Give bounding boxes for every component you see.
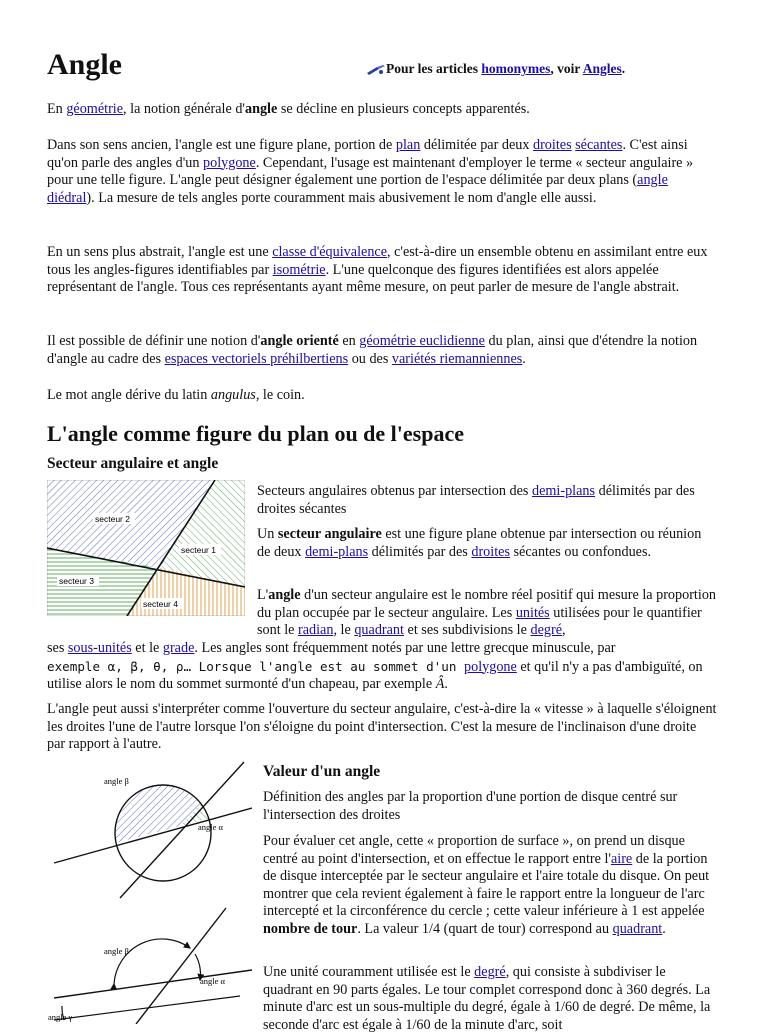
angle-diedral-link[interactable]: angle diédral	[47, 172, 668, 206]
paragraph-evaluation: Pour évaluer cet angle, cette « proportion de surface », on prend un disque centré au point d'intersection, et on effectue le rapport entre l'aire de la portion de disque interceptée par le secteur angulaire et l'aire totale du disque. On peut montrer que cela revient également à faire le rapport entre la longueur de l'arc intercepté et la circonférence du cercle ; cette valeur inférieure à 1 est appelée nombre de tour. La valeur 1/4 (quart de tour) correspond au quadrant.	[263, 833, 710, 937]
secantes-link[interactable]: sécantes	[575, 137, 623, 153]
degre-link-2[interactable]: degré	[474, 964, 506, 980]
grade-link[interactable]: grade	[162, 640, 195, 656]
angle-value-figure	[40, 758, 252, 1024]
paragraph-etymologie: Le mot angle dérive du latin angulus, le coin.	[47, 387, 305, 403]
espaces-prehilbertiens-link[interactable]: espaces vectoriels préhilbertiens	[164, 350, 349, 367]
droites-link-2[interactable]: droites	[471, 543, 510, 560]
aire-link[interactable]: aire	[610, 850, 633, 867]
homonym-notice: Pour les articles homonymes, voir Angles.	[366, 60, 625, 78]
label-secteur-4: secteur 4	[143, 599, 178, 609]
radian-link[interactable]: radian	[297, 622, 334, 639]
polygone-link[interactable]: polygone	[203, 154, 256, 171]
figure-caption-valeur: Définition des angles par la proportion d'une portion de disque centré sur l'intersection des droites	[263, 789, 678, 823]
label-angle-beta-2: angle β	[104, 946, 129, 956]
varietes-riemanniennes-link[interactable]: variétés riemanniennes	[391, 350, 523, 367]
homonymes-link[interactable]: homonymes	[481, 61, 551, 76]
label-angle-alpha-2: angle α	[200, 976, 225, 986]
paragraph-angle-notation: ses sous-unités et le grade. Les angles sont fréquemment notés par une lettre grecque minuscule, par exemple α, β, θ, ρ… Lorsque l'angle est au sommet d'un polygone et qu'il n'y a pas d'ambiguïté, on utilise alors le nom du sommet surmonté d'un chapeau, par exemple Â.	[47, 640, 703, 693]
subsection-heading-valeur: Valeur d'un angle	[263, 763, 381, 780]
sectors-figure	[47, 480, 245, 616]
paragraph-angle-definition: L'angle d'un secteur angulaire est le nombre réel positif qui mesure la proportion du plan occupée par le secteur angulaire. Les unités utilisées pour le quantifier sont le radian, le quadrant et ses subdivisions le degré,	[257, 587, 717, 639]
paragraph-angle-oriente: Il est possible de définir une notion d'angle orienté en géométrie euclidienne du plan, ainsi que d'étendre la notion d'angle au cadre des espaces vectoriels préhilbertiens ou des variétés riemanniennes.	[47, 333, 698, 367]
label-angle-gamma: angle γ	[48, 1012, 73, 1022]
figure-caption-secteurs: Secteurs angulaires obtenus par intersection des demi-plans délimités par des droites sécantes	[257, 483, 695, 517]
polygone-link-2[interactable]: polygone	[464, 658, 517, 675]
label-angle-alpha: angle α	[198, 822, 223, 832]
quadrant-link[interactable]: quadrant	[354, 622, 404, 639]
paragraph-sens-abstrait: En un sens plus abstrait, l'angle est une classe d'équivalence, c'est-à-dire un ensemble obtenu en assimilant entre eux tous les angles-figures identifiables par isométrie. L'une quelconque des figures identifiées est alors appelée représentant de l'angle. Tous ces représentants ayant même mesure, on peut parler de mesure de l'angle abstrait.	[47, 244, 708, 296]
paragraph-ouverture: L'angle peut aussi s'interpréter comme l'ouverture du secteur angulaire, c'est-à-dire la « vitesse » à laquelle s'éloignent les droites l'une de l'autre lorsque l'on s'éloigne du point d'intersection. C'est la mesure de l'inclinaison d'une droite par rapport à l'autre.	[47, 701, 717, 753]
label-secteur-3: secteur 3	[59, 576, 94, 586]
intro-paragraph: En géométrie, la notion générale d'angle se décline en plusieurs concepts apparentés.	[47, 101, 530, 117]
paragraph-secteur-angulaire: Un secteur angulaire est une figure plane obtenue par intersection ou réunion de deux demi-plans délimités par des droites sécantes ou confondues.	[257, 526, 702, 560]
quadrant-link-2[interactable]: quadrant	[612, 920, 663, 937]
section-heading: L'angle comme figure du plan ou de l'espace	[47, 421, 464, 446]
plan-link[interactable]: plan	[395, 137, 421, 153]
disambiguation-icon	[366, 64, 386, 76]
geometrie-link[interactable]: géométrie	[66, 101, 124, 117]
paragraph-sens-ancien: Dans son sens ancien, l'angle est une figure plane, portion de plan délimitée par deux droites sécantes. C'est ainsi qu'on parle des angles d'un polygone. Cependant, l'usage est maintenant d'employer le terme « secteur angulaire » pour une telle figure. L'angle peut désigner également une portion de l'espace délimitée par deux plans (angle diédral). La mesure de tels angles porte couramment mais abusivement le nom d'angle elle aussi.	[47, 137, 694, 206]
demi-plans-link-2[interactable]: demi-plans	[305, 543, 369, 560]
droites-link[interactable]: droites	[532, 137, 572, 153]
classe-equivalence-link[interactable]: classe d'équivalence	[272, 244, 388, 260]
subsection-heading-secteur: Secteur angulaire et angle	[47, 455, 219, 472]
label-angle-beta: angle β	[104, 776, 129, 786]
label-secteur-2: secteur 2	[95, 514, 130, 524]
page-title: Angle	[47, 48, 122, 81]
label-secteur-1: secteur 1	[181, 545, 216, 555]
isometrie-link[interactable]: isométrie	[272, 261, 326, 278]
demi-plans-link-1[interactable]: demi-plans	[532, 483, 596, 499]
geometrie-euclidienne-link[interactable]: géométrie euclidienne	[359, 333, 485, 349]
unites-link[interactable]: unités	[515, 604, 550, 621]
angles-link[interactable]: Angles	[582, 61, 622, 76]
degre-link[interactable]: degré	[530, 622, 562, 639]
paragraph-degre: Une unité couramment utilisée est le degré, qui consiste à subdiviser le quadrant en 90 parts égales. Le tour complet correspond donc à 360 degrés. La minute d'arc est un sous-multiple du degré, égale à 1/60 de degré. De même, la seconde d'arc est égale à 1/60 de la minute d'arc, soit	[263, 964, 711, 1033]
sous-unites-link[interactable]: sous-unités	[67, 640, 132, 656]
